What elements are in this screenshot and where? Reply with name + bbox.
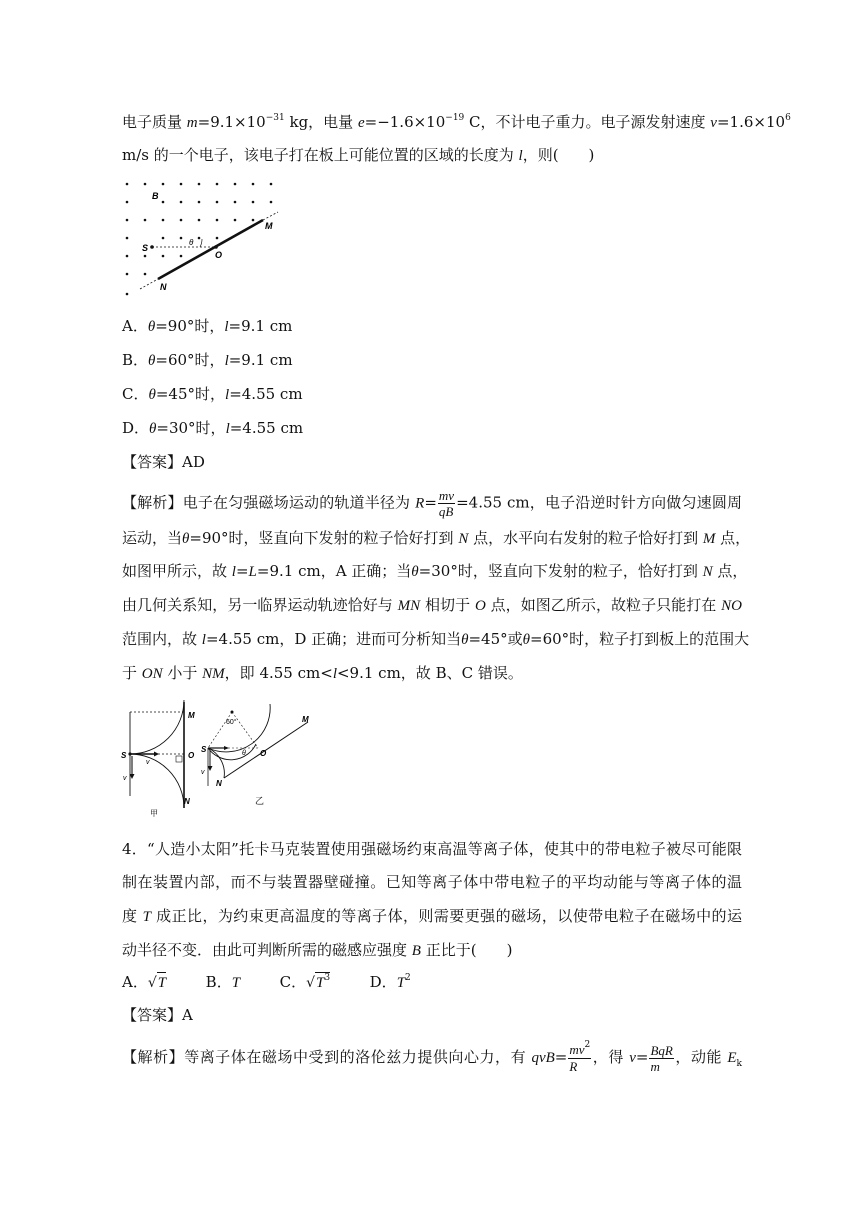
text: C，不计电子重力。电子源发射速度 (464, 113, 711, 131)
text: =45°时， (155, 385, 226, 403)
var-l: l (518, 148, 523, 164)
theta-symbol: θ (147, 319, 156, 335)
p4-stem-line1 (122, 839, 742, 859)
option-c-expr (315, 972, 330, 991)
text: =9.1 cm，A 正确；当 (256, 562, 412, 580)
radius-dashed-2 (232, 712, 258, 748)
text: 范围内，故 (122, 630, 202, 648)
theta-symbol: θ (522, 632, 531, 648)
subscript-k: k (736, 1059, 742, 1069)
text: 正比于( ) (420, 941, 513, 959)
var-e: e (357, 115, 365, 131)
text: =9.1 cm (228, 351, 293, 369)
text: 电子在匀强磁场运动的轨道半径为 (182, 493, 416, 512)
label-o: O (188, 751, 195, 760)
text: ，得 (592, 1048, 630, 1066)
answer-value: AD (182, 453, 205, 471)
exponent: 6 (785, 113, 791, 123)
var-l: l (224, 353, 229, 369)
arrow-right-icon (224, 746, 229, 750)
exponent: 2 (584, 1040, 591, 1050)
text: 点， (715, 529, 751, 547)
label-theta: θ (189, 238, 194, 247)
var-t: T (316, 975, 325, 991)
plate-mn (158, 220, 263, 279)
text: 运动，当 (122, 529, 183, 547)
option-b-letter: B． (205, 973, 232, 991)
p3-figure-jia (118, 700, 208, 822)
text: 于 (122, 664, 142, 682)
p3-answer (122, 452, 205, 472)
answer-value: A (182, 1006, 193, 1024)
text: 相切于 (420, 596, 475, 614)
text: 如图甲所示，故 (122, 562, 232, 580)
answer-label: 【答案】 (122, 453, 183, 471)
text: =−1.6×10 (364, 113, 446, 131)
var-on: ON (141, 666, 163, 682)
text: ，则( ) (522, 146, 595, 164)
label-n: N (184, 797, 190, 806)
text: 4．“人造小太阳”托卡马克装置使用强磁场约束高温等离子体，使其中的带电粒子被尽可能限 (122, 840, 742, 858)
var-l: l (225, 421, 230, 437)
text: 等离子体在磁场中受到的洛伦兹力提供向心力，有 (184, 1048, 532, 1066)
var-v: v (629, 1050, 636, 1066)
text: 点，水平向右发射的粒子恰好打到 (468, 529, 703, 547)
text: 制在装置内部，而不与装置器壁碰撞。已知等离子体中带电粒子的平均动能与等离子体的温 (122, 873, 742, 891)
var-nm: NM (202, 666, 225, 682)
exponent: 2 (405, 973, 411, 983)
text: 度 (122, 907, 143, 925)
theta-symbol: θ (148, 353, 156, 369)
right-angle-mark (176, 756, 182, 762)
var-l: l (332, 666, 337, 682)
analysis-label: 【解析】 (122, 493, 183, 512)
p4-stem-line3 (122, 906, 742, 927)
text: =60°时，粒子打到板上的范围大 (530, 630, 750, 648)
fraction-mv-qb (438, 488, 455, 519)
text: =4.55 cm，D 正确；进而可分析知当 (205, 630, 462, 648)
var-r: R (415, 495, 425, 512)
label-n: N (216, 779, 222, 786)
label-m: M (265, 221, 273, 231)
var-t: T (231, 975, 241, 991)
text: m/s 的一个电子，该电子打在板上可能位置的区域的长度为 (122, 146, 519, 164)
var-no: NO (721, 598, 742, 614)
text: ，动能 (674, 1048, 728, 1066)
var-e-kinetic: E (727, 1050, 737, 1066)
var-capital-l: L (248, 564, 257, 580)
numerator: mv (438, 488, 455, 503)
caption-yi: 乙 (255, 797, 265, 807)
option-a-letter: A． (122, 973, 148, 991)
var-n: N (458, 531, 469, 547)
var-qvb: qvB (531, 1050, 555, 1066)
option-a-expr (157, 972, 166, 991)
fraction-mv2-r (568, 1042, 591, 1074)
text: =4.55 cm，电子沿逆时针方向做匀速圆周 (456, 493, 742, 512)
p3-analysis-line3 (122, 561, 748, 582)
label-b: B (152, 191, 159, 201)
theta-symbol: θ (182, 531, 190, 547)
text: =90°时，竖直向下发射的粒子恰好打到 (189, 529, 459, 547)
var-mn: MN (397, 598, 421, 614)
sqrt-icon: √ (147, 975, 157, 991)
text: =30°时， (156, 419, 226, 437)
text: 电子质量 (122, 113, 187, 131)
label-v: v (201, 769, 205, 776)
caption-jia: 甲 (150, 809, 158, 818)
theta-symbol: θ (148, 387, 156, 403)
exponent: 3 (324, 973, 331, 983)
denominator: R (569, 1059, 578, 1074)
p3-analysis-line4 (122, 595, 742, 616)
label-n: N (160, 282, 167, 292)
var-l: l (224, 319, 229, 335)
theta-symbol: θ (149, 421, 157, 437)
p4-stem-line4 (122, 940, 512, 961)
theta-symbol: θ (461, 632, 469, 648)
denominator: qB (438, 504, 454, 519)
source-s-dot (150, 245, 154, 249)
text: kg，电量 (284, 113, 358, 131)
var-b: B (411, 943, 421, 959)
numerator: BqR (650, 1042, 673, 1058)
var-n: N (702, 564, 713, 580)
text: = (235, 562, 249, 580)
text: 由几何关系知，另一临界运动轨迹恰好与 (122, 596, 398, 614)
p3-analysis-line6 (122, 663, 523, 684)
option-letter: C． (122, 385, 149, 403)
sqrt-icon: √ (306, 975, 316, 991)
source-s-dot (128, 752, 131, 755)
p3-option-d (122, 418, 303, 439)
option-letter: A． (122, 317, 148, 335)
p3-analysis-line1: 【解析】电子在匀强磁场运动的轨道半径为 R= $\frac{mv}{qB}$ =4.55 cm，电子沿逆时针方向做匀速圆周 (122, 488, 742, 519)
var-mv: mv (569, 1042, 585, 1057)
var-m: m (186, 115, 198, 131)
text: =90°时， (155, 317, 225, 335)
p3-option-a (122, 316, 292, 337)
label-v: v (123, 775, 127, 782)
answer-label: 【答案】 (122, 1006, 183, 1024)
var-t: T (157, 975, 167, 991)
text: =9.1×10 (197, 113, 266, 131)
text: =60°时， (155, 351, 225, 369)
text: = (554, 1048, 568, 1066)
text: =45°或 (468, 630, 523, 648)
label-m: M (188, 711, 195, 720)
label-o: O (215, 250, 223, 260)
p3-analysis-line5 (122, 629, 750, 650)
text: =30°时，竖直向下发射的粒子，恰好打到 (418, 562, 703, 580)
label-s: S (121, 751, 127, 760)
p3-figure-yi (196, 700, 318, 786)
exponent: −31 (265, 113, 285, 123)
p3-field-figure (118, 176, 288, 300)
text: 成正比，为约束更高温度的等离子体，则需要更强的磁场，以使带电粒子在磁场中的运 (150, 907, 742, 925)
plate-extension-n (140, 279, 158, 289)
text: 点， (712, 562, 748, 580)
theta-symbol: θ (411, 564, 419, 580)
text: =4.55 cm (229, 419, 304, 437)
label-s: S (201, 745, 207, 754)
p3-stem-line2 (122, 145, 594, 166)
p4-analysis-line1: 【解析】等离子体在磁场中受到的洛伦兹力提供向心力，有 qvB= $\frac{mv^2}{R}$ ，得 v= $\frac{\text{BqR}}{m}$ ，动能 $E_k$ (122, 1040, 742, 1074)
var-l: l (225, 387, 230, 403)
p3-analysis-line2 (122, 528, 751, 549)
option-letter: D． (122, 419, 150, 437)
radius-dashed-1 (208, 712, 232, 748)
var-l: l (201, 632, 206, 648)
label-s: S (142, 243, 149, 253)
denominator: m (650, 1058, 660, 1074)
var-l: l (231, 564, 236, 580)
var-v: v (710, 115, 717, 131)
text: 点，如图乙所示，故粒子只能打在 (485, 596, 722, 614)
label-60-deg: 60° (226, 719, 237, 726)
var-t: T (142, 909, 151, 925)
text: ，即 4.55 cm< (224, 664, 333, 682)
option-d-letter: D． (369, 973, 397, 991)
arc-upper (208, 704, 270, 752)
text: 动半径不变．由此可判断所需的磁感应强度 (122, 941, 412, 959)
text: =4.55 cm (229, 385, 303, 403)
theta-arc (200, 239, 202, 247)
text: =1.6×10 (716, 113, 786, 131)
point-o-dot (214, 245, 218, 249)
arrow-right-icon (154, 752, 159, 757)
p3-option-b (122, 350, 293, 371)
p4-stem-line2 (122, 872, 742, 892)
text: =9.1 cm (228, 317, 293, 335)
label-theta: θ (242, 750, 246, 757)
p4-options (122, 972, 411, 993)
plate-extension-m (263, 212, 278, 220)
p3-stem-line1 (122, 112, 791, 133)
option-c-letter: C． (279, 973, 307, 991)
fraction-bqr-m (649, 1043, 673, 1074)
p4-answer (122, 1005, 193, 1025)
label-m: M (302, 715, 309, 724)
numerator (568, 1042, 591, 1059)
label-o: O (260, 749, 267, 758)
text: <9.1 cm，故 B、C 错误。 (336, 664, 523, 682)
field-dots (126, 183, 273, 296)
exponent: −19 (445, 113, 465, 123)
var-o: O (474, 598, 486, 614)
analysis-label: 【解析】 (122, 1048, 185, 1066)
p3-option-c (122, 384, 303, 405)
label-v: v (146, 759, 150, 766)
option-letter: B． (122, 351, 149, 369)
var-m-point: M (702, 531, 716, 547)
arc-to-m (130, 700, 184, 754)
text: 小于 (162, 664, 203, 682)
var-t: T (396, 975, 406, 991)
